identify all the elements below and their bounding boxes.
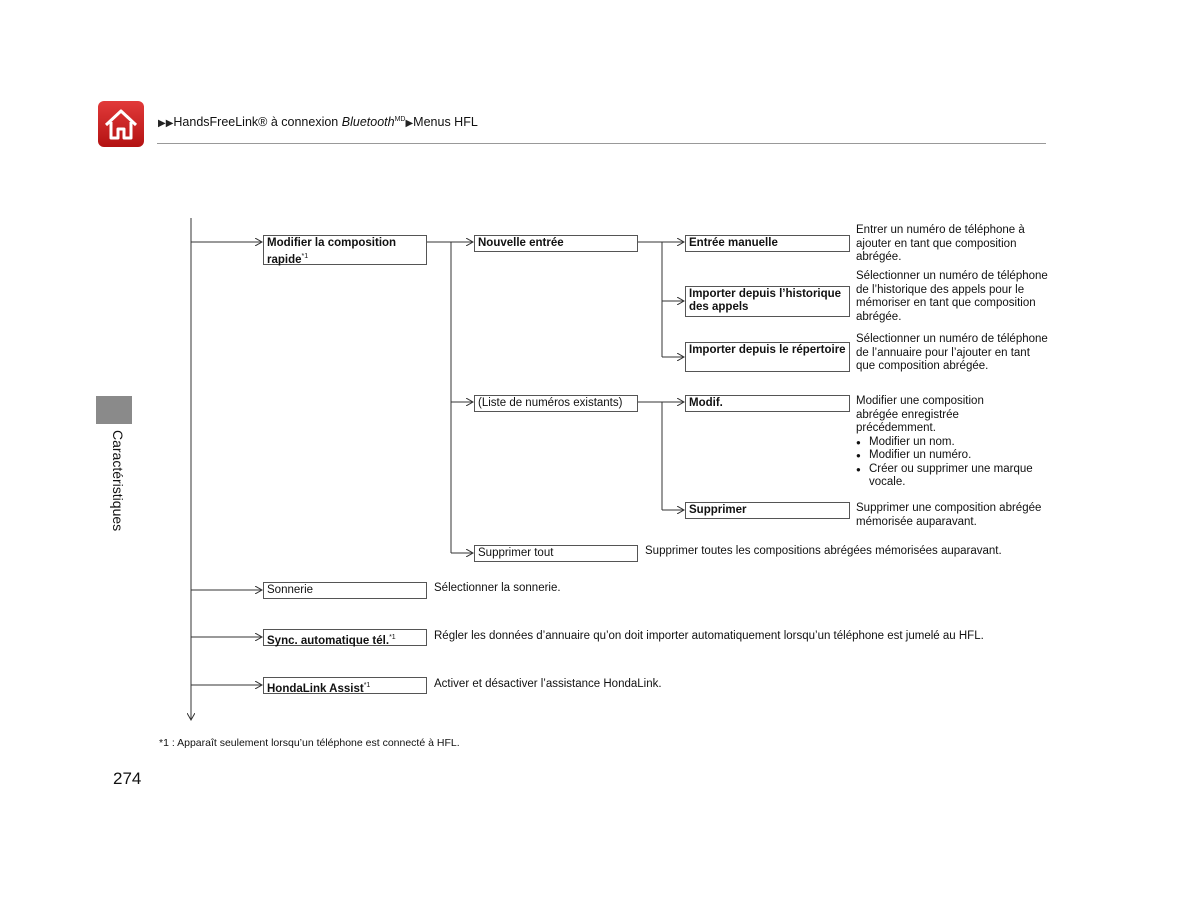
- node-label: Sonnerie: [267, 584, 314, 596]
- arrow-icon: ▶▶: [158, 118, 174, 129]
- node-entree-manuelle[interactable]: [685, 235, 850, 252]
- node-label: Entrée manuelle: [689, 237, 778, 249]
- footnote-ref: *1: [389, 634, 396, 641]
- node-liste-numeros[interactable]: [474, 395, 638, 412]
- node-importer-historique[interactable]: [685, 286, 850, 317]
- desc-sync-automatique: Régler les données d’annuaire qu’on doit importer automatiquement lorsqu’un téléphone est jumelé au HFL.: [434, 630, 984, 642]
- footnote-ref: *1: [363, 682, 371, 689]
- node-label: Importer depuis le répertoire: [689, 344, 846, 356]
- node-label: Supprimer tout: [478, 547, 554, 559]
- section-label: Caractéristiques: [110, 430, 126, 532]
- node-label: Modif.: [689, 397, 723, 409]
- node-modif[interactable]: [685, 395, 850, 412]
- breadcrumb-section[interactable]: HandsFreeLink® à connexion: [173, 115, 339, 129]
- page-number: 274: [113, 769, 142, 788]
- desc-supprimer-tout: Supprimer toutes les compositions abrégées mémorisées auparavant.: [645, 545, 1002, 557]
- list-item: ● Modifier un nom.: [856, 436, 1048, 450]
- node-importer-repertoire[interactable]: [685, 342, 850, 372]
- node-hondalink-assist[interactable]: [263, 677, 427, 694]
- footnote: *1 : Apparaît seulement lorsqu’un téléphone est connecté à HFL.: [159, 737, 460, 749]
- node-supprimer[interactable]: [685, 502, 850, 519]
- breadcrumb-sup: MD: [394, 115, 406, 123]
- node-label: Importer depuis l’historique des appels: [689, 288, 842, 313]
- list-item: ● Modifier un numéro.: [856, 449, 1048, 463]
- desc-supprimer: Supprimer une composition abrégée mémorisée auparavant.: [856, 502, 1042, 528]
- node-supprimer-tout[interactable]: [474, 545, 638, 562]
- breadcrumb-italic: Bluetooth: [341, 115, 395, 129]
- node-modifier-composition[interactable]: [263, 235, 427, 265]
- desc-importer-historique: Sélectionner un numéro de téléphone de l’historique des appels pour le mémoriser en tant que composition abrégée.: [856, 270, 1048, 323]
- node-sync-automatique[interactable]: [263, 629, 427, 646]
- node-label: HondaLink Assist: [267, 682, 364, 695]
- desc-importer-repertoire: Sélectionner un numéro de téléphone de l’annuaire pour l’ajouter en tant que composition abrégée.: [856, 333, 1048, 372]
- list-item: ● Créer ou supprimer une marque vocale.: [856, 463, 1048, 490]
- node-nouvelle-entree[interactable]: [474, 235, 638, 252]
- node-sonnerie[interactable]: [263, 582, 427, 599]
- node-label: Supprimer: [689, 504, 747, 516]
- desc-modif: [856, 395, 1048, 490]
- node-label: Modifier la composition rapide: [267, 237, 397, 266]
- node-label: Nouvelle entrée: [478, 237, 564, 249]
- desc-sonnerie: Sélectionner la sonnerie.: [434, 582, 561, 594]
- node-label: (Liste de numéros existants): [478, 397, 623, 409]
- breadcrumb-current: Menus HFL: [413, 115, 478, 129]
- footnote-ref: *1: [301, 253, 309, 260]
- node-label: Sync. automatique tél.: [267, 634, 390, 647]
- desc-entree-manuelle: Entrer un numéro de téléphone à ajouter en tant que composition abrégée.: [856, 224, 1025, 263]
- desc-modif-list: [856, 436, 1048, 490]
- desc-hondalink-assist: Activer et désactiver l’assistance HondaLink.: [434, 678, 662, 690]
- desc-modif-intro: Modifier une composition abrégée enregistrée précédemment.: [856, 395, 984, 434]
- arrow-icon: ▶: [405, 118, 414, 129]
